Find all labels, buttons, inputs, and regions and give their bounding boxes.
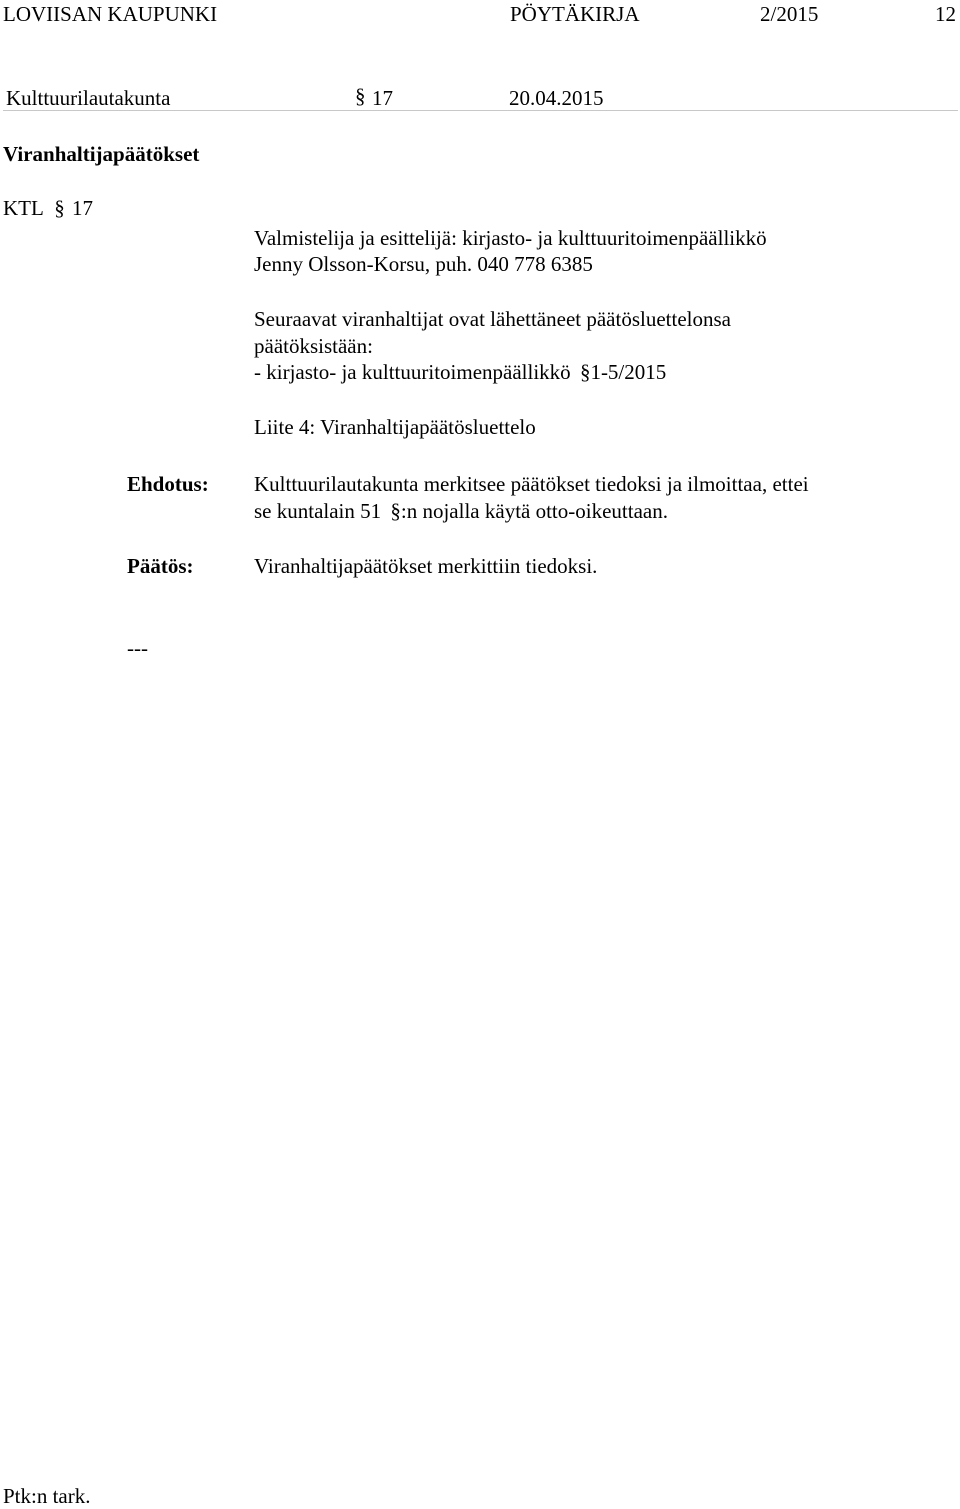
item-code [3,198,93,219]
minutes-number: 2/2015 [760,2,819,26]
page-number: 12 [935,2,956,26]
attachment-reference: Liite 4: Viranhaltijapäätösluettelo [254,415,536,439]
item-section-number: 17 [72,196,94,220]
decision-range: 1-5/2015 [590,360,667,384]
document-type: PÖYTÄKIRJA [510,2,640,26]
paragraph-line-3 [254,362,666,383]
header-section-number: 17 [372,86,393,110]
proposal-label: Ehdotus: [127,472,209,496]
paragraph-line-2: päätöksistään: [254,334,373,358]
board-name: Kulttuurilautakunta [6,86,171,110]
proposal-text-b: :n nojalla käytä otto-oikeuttaan. [400,499,668,523]
item-title: Viranhaltijapäätökset [3,142,200,166]
decision-label: Päätös: [127,554,194,578]
section-sign-icon: § [579,360,591,384]
section-sign-icon: § [390,499,401,523]
proposal-text-a: se kuntalain 51 [254,499,382,523]
municipality-name: LOVIISAN KAUPUNKI [3,2,218,26]
decision-text: Viranhaltijapäätökset merkittiin tiedoksi. [254,554,598,578]
preparer-line-2: Jenny Olsson-Korsu, puh. 040 778 6385 [254,252,593,276]
section-sign-icon: § [54,196,65,220]
preparer-line-1: Valmistelija ja esittelijä: kirjasto- ja kulttuuritoimenpäällikkö [254,226,767,250]
proposal-line-2 [254,501,668,522]
header-divider [3,110,958,111]
item-separator: --- [127,636,148,660]
section-sign-icon: § [355,84,366,108]
proposal-line-1: Kulttuurilautakunta merkitsee päätökset tiedoksi ja ilmoittaa, ettei [254,472,809,496]
minutes-checked-label: Ptk:n tark. [3,1484,91,1508]
decision-list-holder: - kirjasto- ja kulttuuritoimenpäällikkö [254,360,571,384]
item-code-prefix: KTL [3,196,44,220]
paragraph-line-1: Seuraavat viranhaltijat ovat lähettäneet päätösluettelonsa [254,307,731,331]
meeting-date: 20.04.2015 [509,86,604,110]
